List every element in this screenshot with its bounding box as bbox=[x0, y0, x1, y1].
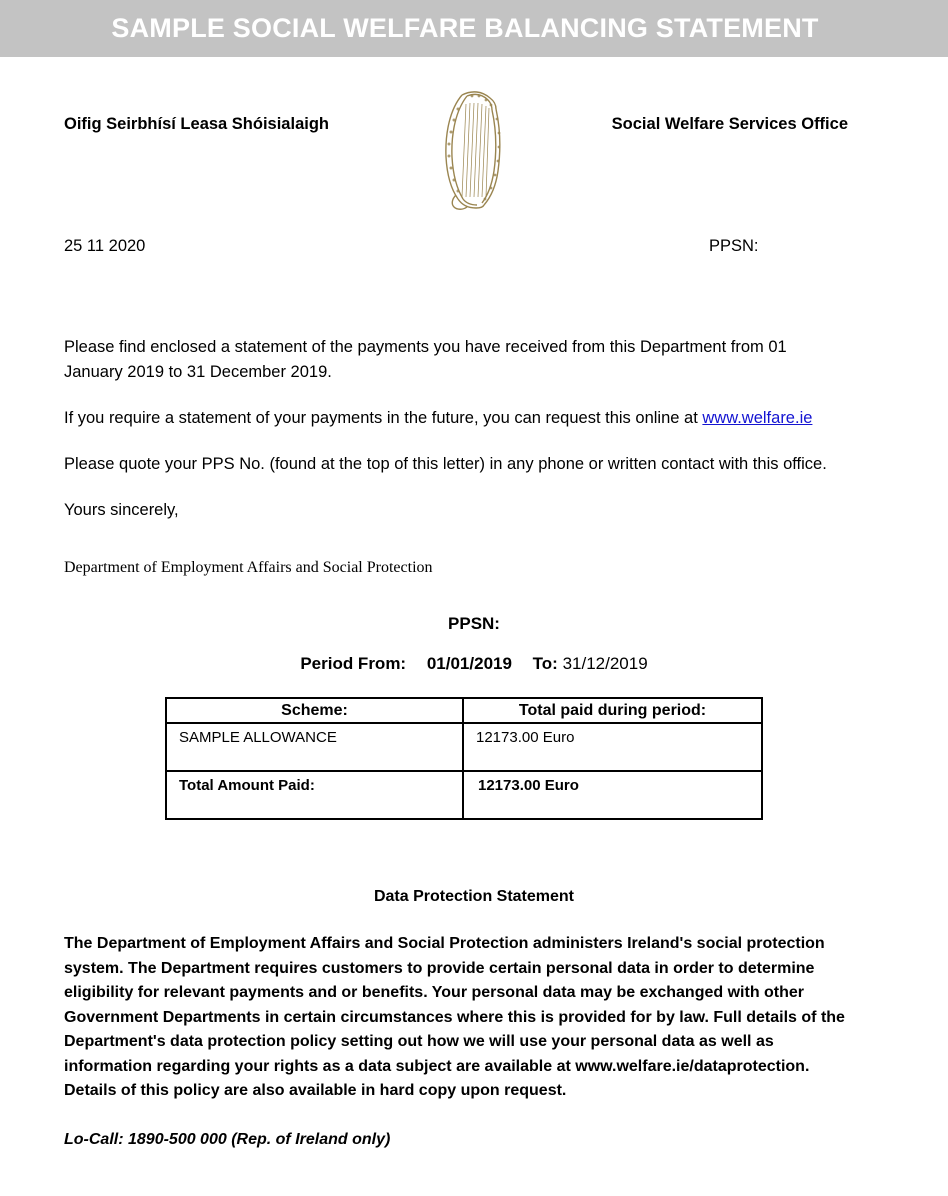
letter-date: 25 11 2020 bbox=[64, 237, 146, 255]
period-to-label: To: bbox=[532, 654, 558, 673]
period-from-value: 01/01/2019 bbox=[426, 654, 512, 673]
letter-meta-row bbox=[64, 237, 884, 263]
office-name-english: Social Welfare Services Office bbox=[611, 115, 848, 133]
department-name: Department of Employment Affairs and Social Protection bbox=[64, 559, 433, 576]
table-row bbox=[166, 723, 762, 771]
document-page bbox=[0, 91, 948, 1149]
letter-paragraph-2-text: If you require a statement of your payments in the future, you can request this online at bbox=[64, 409, 703, 427]
letter-paragraph-1: Please find enclosed a statement of the payments you have received from this Department from 01 January 2019 to 31 December 2019. bbox=[64, 338, 787, 381]
letter-paragraph-3: Please quote your PPS No. (found at the top of this letter) in any phone or written contact with this office. bbox=[64, 455, 827, 473]
ppsn-label: PPSN: bbox=[709, 237, 759, 255]
statement-ppsn-heading: PPSN: bbox=[448, 614, 500, 633]
period-from-label: Period From: bbox=[300, 654, 407, 673]
payments-table-wrapper bbox=[64, 697, 884, 820]
table-cell-total-amount: 12173.00 Euro bbox=[463, 771, 762, 819]
letter-body bbox=[64, 335, 884, 577]
table-row bbox=[166, 771, 762, 819]
data-protection-title: Data Protection Statement bbox=[373, 888, 575, 905]
statement-period-heading bbox=[64, 654, 884, 674]
payments-table bbox=[165, 697, 763, 820]
office-name-irish: Oifig Seirbhísí Leasa Shóisialaigh bbox=[64, 115, 329, 133]
table-header-scheme: Scheme: bbox=[166, 698, 463, 723]
irish-harp-emblem bbox=[432, 87, 516, 213]
welfare-website-link[interactable]: www.welfare.ie bbox=[702, 409, 813, 427]
table-cell-scheme-amount: 12173.00 Euro bbox=[463, 723, 762, 771]
table-cell-scheme-name: SAMPLE ALLOWANCE bbox=[166, 723, 463, 771]
letter-paragraph-2 bbox=[64, 406, 844, 431]
page-title: SAMPLE SOCIAL WELFARE BALANCING STATEMENT bbox=[111, 13, 819, 43]
period-to-value: 31/12/2019 bbox=[562, 654, 648, 673]
table-cell-total-label: Total Amount Paid: bbox=[166, 771, 463, 819]
letter-sign-off: Yours sincerely, bbox=[64, 501, 179, 519]
table-header-row bbox=[166, 698, 762, 723]
document-header-banner bbox=[0, 0, 948, 57]
table-header-total-paid: Total paid during period: bbox=[463, 698, 762, 723]
letterhead bbox=[64, 91, 884, 231]
locall-phone-line: Lo-Call: 1890-500 000 (Rep. of Ireland only) bbox=[64, 1130, 391, 1148]
data-protection-body: The Department of Employment Affairs and Social Protection administers Ireland's social protection system. The Department requires customers to provide certain personal data in order to determine eligibility for relevant payments and or benefits. Your personal data may be exchanged with other Government Departments in certain circumstances where this is provided for by law. Full details of the Department's data protection policy setting out how we will use your personal data as well as information regarding your rights as a data subject are available at www.welfare.ie/dataprotection. Details of this policy are also available in hard copy upon request. bbox=[64, 935, 845, 1099]
